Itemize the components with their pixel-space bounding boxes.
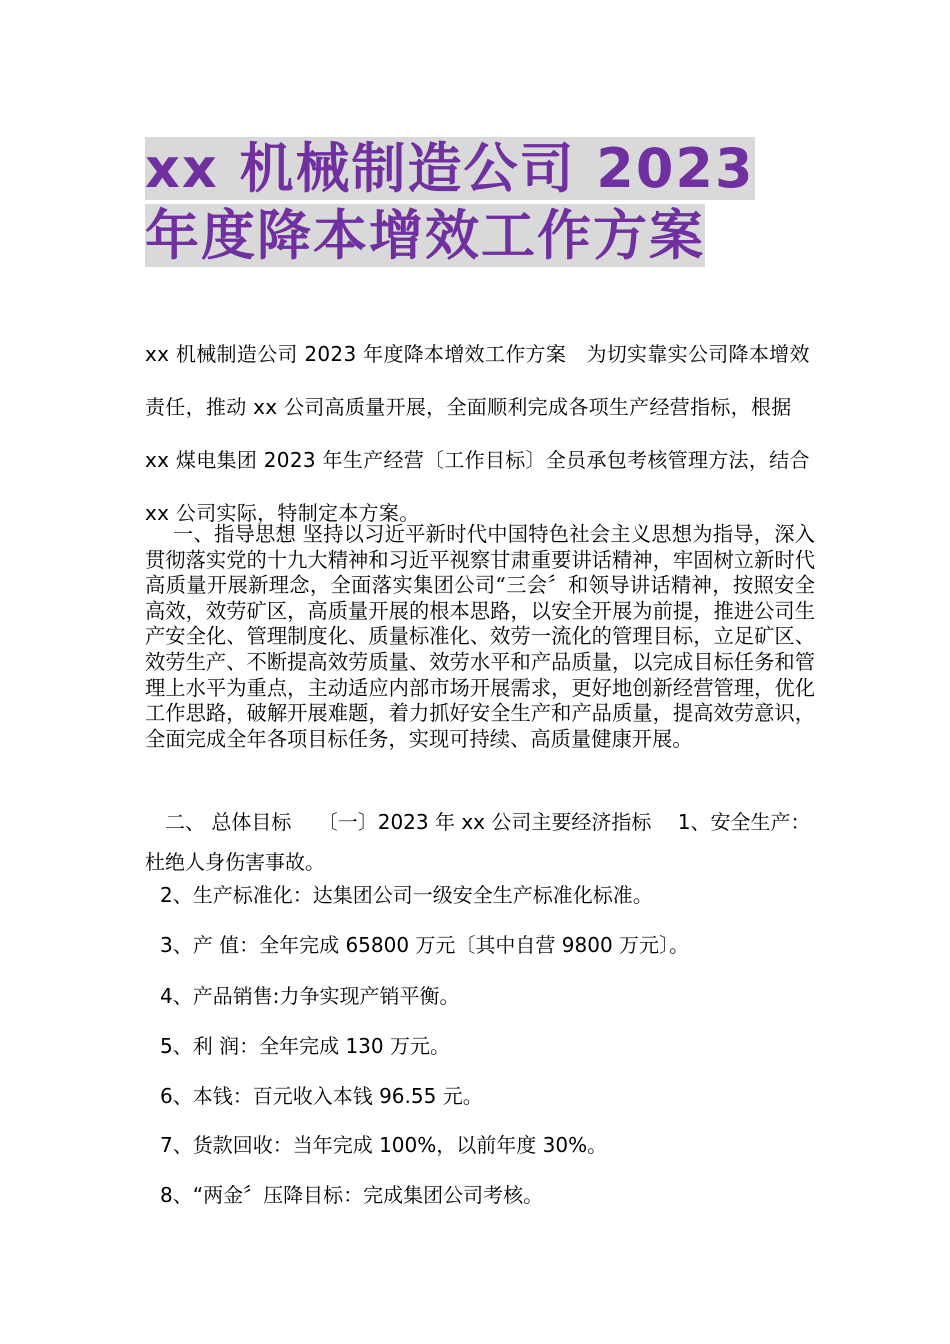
goal-item-4: 4、产品销售:力争实现产销平衡。 xyxy=(160,984,460,1008)
section-overall-goals: 二、 总体目标 〔一〕2023 年 xx 公司主要经济指标 1、安全生产：杜绝人身伤害事故。 xyxy=(145,810,811,874)
section-guiding-thought: 一、指导思想 坚持以习近平新时代中国特色社会主义思想为指导，深入贯彻落实党的十九大精神和习近平视察甘肃重要讲话精神，牢固树立新时代高质量开展新理念，全面落实集团公司“三会〞和领导讲话精神，按照安全高效，效劳矿区，高质量开展的根本思路，以安全开展为前提，推进公司生产安全化、管理制度化、质量标准化、效劳一流化的管理目标，立足矿区、效劳生产、不断提高效劳质量、效劳水平和产品质量，以完成目标任务和管理上水平为重点，主动适应内部市场开展需求，更好地创新经营管理，优化工作思路，破解开展难题，着力抓好安全生产和产品质量，提高效劳意识，全面完成全年各项目标任务，实现可持续、高质量健康开展。 xyxy=(145,522,815,751)
goal-item-5: 5、利 润：全年完成 130 万元。 xyxy=(160,1034,450,1058)
goal-item-8: 8、“两金〞压降目标：完成集团公司考核。 xyxy=(160,1183,544,1207)
document-title-text: xx 机械制造公司 2023 年度降本增效工作方案 xyxy=(145,137,755,267)
goal-item-3: 3、产 值：全年完成 65800 万元〔其中自营 9800 万元〕。 xyxy=(160,933,690,957)
intro-paragraph: xx 机械制造公司 2023 年度降本增效工作方案 为切实靠实公司降本增效责任，推动 xx 公司高质量开展，全面顺利完成各项生产经营指标，根据 xx 煤电集团 2023 年生产经营〔工作目标〕全员承包考核管理方法，结合 xx 公司实际，特制定本方案。 xyxy=(145,342,810,525)
document-title xyxy=(145,135,815,269)
goal-item-2: 2、生产标准化：达集团公司一级安全生产标准化标准。 xyxy=(160,883,653,907)
goal-item-7: 7、货款回收：当年完成 100%，以前年度 30%。 xyxy=(160,1133,608,1157)
goal-item-6: 6、本钱：百元收入本钱 96.55 元。 xyxy=(160,1084,483,1108)
